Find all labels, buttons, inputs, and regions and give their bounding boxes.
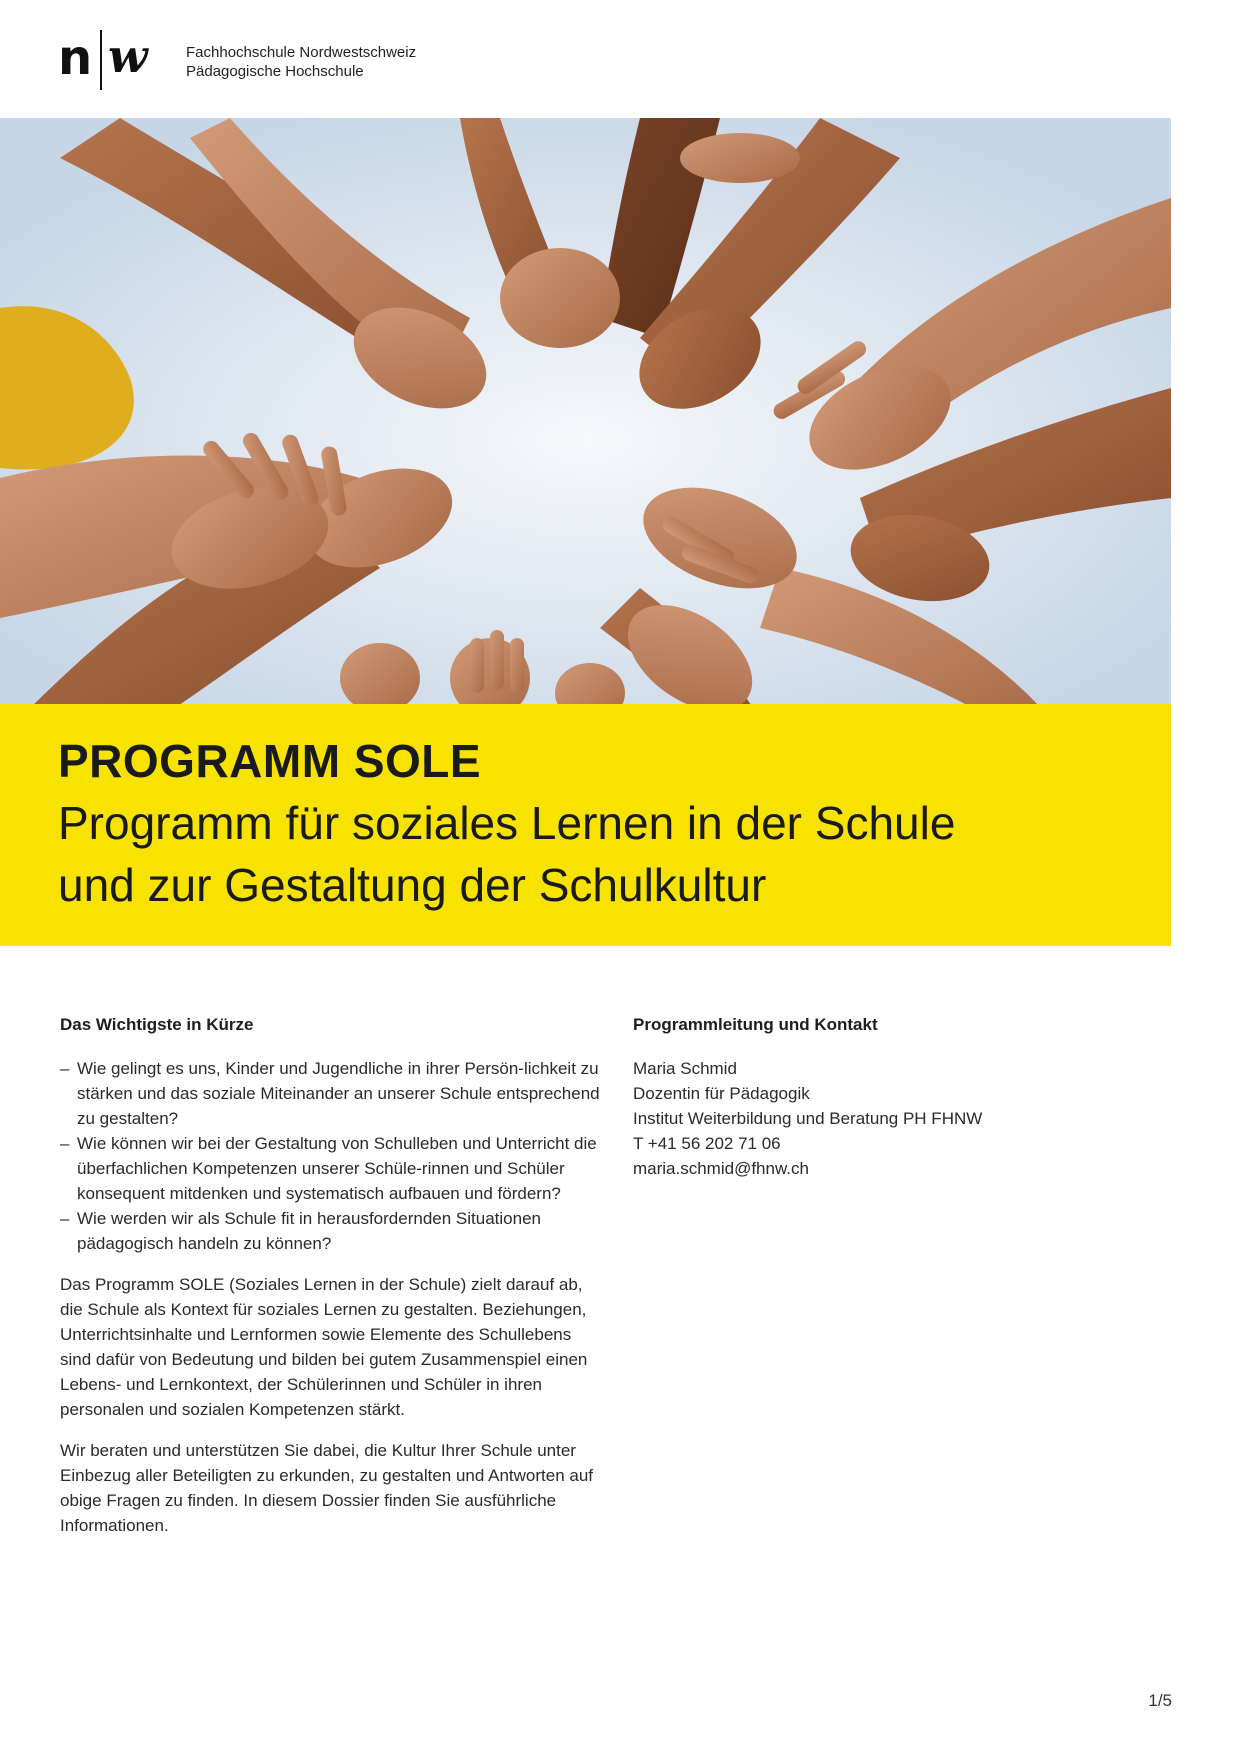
institution-line-1: Fachhochschule Nordwestschweiz (186, 44, 417, 61)
contact-institute: Institut Weiterbildung und Beratung PH FHNW (633, 1109, 983, 1128)
hero-image-hands-circle (0, 118, 1171, 704)
logo-letter-w: w (108, 29, 148, 83)
list-item-text: Wie gelingt es uns, Kinder und Jugendliche in ihrer Persön-lichkeit zu stärken und das soziale Miteinander an unserer Schule entsprechend zu gestalten? (77, 1059, 600, 1128)
contact-role: Dozentin für Pädagogik (633, 1084, 810, 1103)
logo-letter-n: n (58, 30, 93, 86)
question-list (60, 1056, 600, 1256)
subtitle-line-1: Programm für soziales Lernen in der Schule (58, 797, 956, 849)
contact-email-link[interactable]: maria.schmid@fhnw.ch (633, 1159, 809, 1178)
fhnw-logo (58, 28, 478, 92)
page-number: 1/5 (1148, 1691, 1172, 1710)
hands-illustration (0, 118, 1171, 704)
summary-heading: Das Wichtigste in Kürze (60, 1015, 254, 1034)
contact-phone[interactable]: T +41 56 202 71 06 (633, 1134, 781, 1153)
list-item (60, 1131, 600, 1206)
contact-name: Maria Schmid (633, 1059, 737, 1078)
list-item-text: Wie können wir bei der Gestaltung von Schulleben und Unterricht die überfachlichen Kompetenzen unserer Schüle-rinnen und Schüler konsequent mitdenken und systematisch aufbauen und fördern? (77, 1134, 597, 1203)
list-item (60, 1056, 600, 1131)
page-title: PROGRAMM SOLE (58, 735, 482, 787)
summary-column (60, 1014, 600, 1554)
logo-divider (100, 30, 102, 90)
list-item (60, 1206, 600, 1256)
page-subtitle (58, 792, 1158, 916)
contact-heading: Programmleitung und Kontakt (633, 1015, 878, 1034)
title-band (0, 704, 1171, 946)
institution-name (186, 43, 416, 81)
list-item-text: Wie werden wir als Schule fit in herausfordernden Situationen pädagogisch handeln zu können? (77, 1209, 541, 1253)
support-description: Wir beraten und unterstützen Sie dabei, die Kultur Ihrer Schule unter Einbezug aller Beteiligten zu erkunden, zu gestalten und Antworten auf obige Fragen zu finden. In diesem Dossier finden Sie ausführliche Informationen. (60, 1441, 594, 1535)
dash-icon: – (60, 1134, 70, 1153)
subtitle-line-2: und zur Gestaltung der Schulkultur (58, 859, 767, 911)
contact-block (633, 1056, 1133, 1181)
institution-line-2: Pädagogische Hochschule (186, 63, 364, 80)
contact-column (633, 1014, 1133, 1181)
program-description: Das Programm SOLE (Soziales Lernen in der Schule) zielt darauf ab, die Schule als Kontext für soziales Lernen zu gestalten. Beziehungen, Unterrichtsinhalte und Lernformen sowie Elemente des Schullebens sind dafür von Bedeutung und bilden bei gutem Zusammenspiel einen Lebens- und Lernkontext, der Schülerinnen und Schüler in ihren personalen und sozialen Kompetenzen stärkt. (60, 1275, 588, 1419)
dash-icon: – (60, 1059, 70, 1078)
dash-icon: – (60, 1209, 70, 1228)
